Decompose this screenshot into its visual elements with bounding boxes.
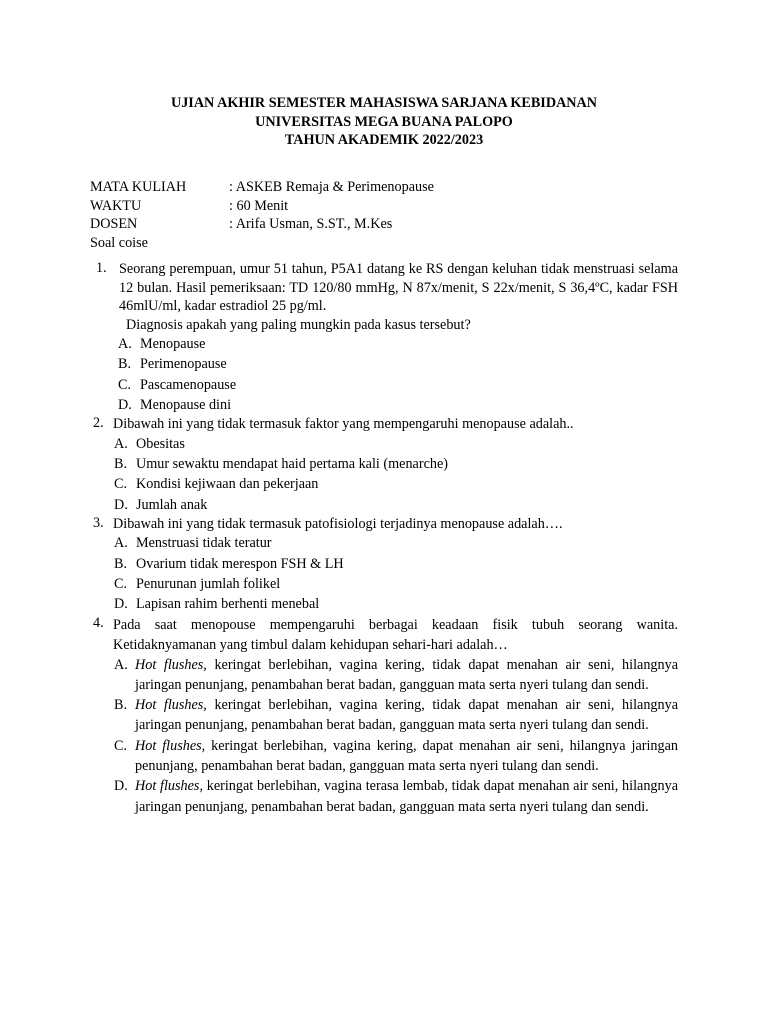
meta-row-time (90, 197, 434, 216)
option-a (90, 533, 678, 553)
question-4 (90, 615, 678, 817)
option-b (90, 354, 678, 374)
question-text: Dibawah ini yang tidak termasuk faktor yang mempengaruhi menopause adalah.. (113, 416, 574, 433)
question-prompt: Diagnosis apakah yang paling mungkin pada kasus tersebut? (126, 316, 471, 333)
option-d (90, 395, 678, 415)
option-letter: B. (114, 697, 128, 714)
option-letter: D. (114, 778, 128, 795)
option-d (90, 594, 678, 614)
option-text (135, 655, 678, 696)
question-text: Seorang perempuan, umur 51 tahun, P5A1 datang ke RS dengan keluhan tidak menstruasi selama 12 bulan. Hasil pemeriksaan: TD 120/80 mmHg, N 87x/menit, S 22x/menit, S 36,4ºC, kadar FSH 46mlU/ml, kadar estradiol 25 pg/ml. (119, 261, 678, 314)
meta-lecturer-key: DOSEN (90, 216, 138, 232)
option-text: Lapisan rahim berhenti menebal (136, 596, 320, 613)
section-label-text: Soal coise (90, 234, 148, 251)
option-letter: C. (114, 476, 128, 493)
option-text: Umur sewaktu mendapat haid pertama kali (menarche) (136, 455, 448, 472)
meta-row-course (90, 178, 434, 197)
option-body: keringat berlebihan, vagina kering, tidak dapat menahan air seni, hilangnya jaringan penunjang, penambahan berat badan, gangguan mata serta nyeri tulang dan sendi. (135, 697, 678, 734)
option-a (90, 434, 678, 454)
option-text: Menstruasi tidak teratur (136, 535, 272, 552)
meta-course-value: : ASKEB Remaja & Perimenopause (229, 179, 434, 195)
question-number: 1. (96, 260, 107, 276)
option-list (90, 334, 678, 415)
header-academic-year: TAHUN AKADEMIK 2022/2023 (284, 132, 484, 148)
option-body: keringat berlebihan, vagina kering, tidak dapat menahan air seni, hilangnya jaringan penunjang, penambahan berat badan, gangguan mata serta nyeri tulang dan sendi. (135, 656, 678, 693)
option-text: Kondisi kejiwaan dan pekerjaan (136, 476, 319, 493)
header-title: UJIAN AKHIR SEMESTER MAHASISWA SARJANA KEBIDANAN (170, 95, 598, 111)
question-list (90, 260, 678, 817)
option-list (90, 533, 678, 614)
option-italic-term: Hot flushes, (135, 697, 207, 714)
option-c (90, 375, 678, 395)
option-italic-term: Hot flushes, (135, 656, 207, 673)
option-text (135, 736, 678, 777)
question-number: 4. (93, 614, 104, 631)
option-letter: B. (118, 356, 132, 373)
option-c (90, 474, 678, 494)
option-c (90, 736, 678, 777)
option-letter: A. (114, 656, 128, 673)
question-3 (90, 515, 678, 615)
option-a (90, 334, 678, 354)
header-university: UNIVERSITAS MEGA BUANA PALOPO (255, 113, 513, 130)
question-text: Pada saat menopouse mempengaruhi berbagai keadaan fisik tubuh seorang wanita. Ketidaknyamanan yang timbul dalam kehidupan sehari-hari adalah… (113, 616, 678, 653)
option-letter: A. (118, 336, 132, 352)
option-text: Ovarium tidak merespon FSH & LH (136, 555, 344, 572)
option-list (90, 434, 678, 515)
meta-time-value: : 60 Menit (229, 197, 289, 214)
question-1 (90, 260, 678, 415)
meta-course-key: MATA KULIAH (90, 179, 187, 195)
exam-meta (90, 178, 434, 252)
option-letter: D. (114, 596, 128, 613)
option-a (90, 655, 678, 696)
option-list (90, 655, 678, 817)
option-letter: D. (114, 496, 128, 513)
option-text: Perimenopause (140, 356, 227, 373)
option-letter: D. (118, 396, 132, 413)
meta-lecturer-value: : Arifa Usman, S.ST., M.Kes (229, 216, 393, 232)
option-b (90, 695, 678, 736)
option-text (135, 776, 678, 817)
option-letter: C. (114, 575, 128, 592)
option-b (90, 554, 678, 574)
option-italic-term: Hot flushes, (135, 737, 206, 754)
option-letter: A. (114, 535, 128, 552)
option-text: Pascamenopause (140, 376, 237, 393)
meta-time-key: WAKTU (90, 197, 142, 214)
option-b (90, 454, 678, 474)
option-text: Menopause dini (140, 396, 232, 413)
exam-header (0, 94, 768, 150)
option-letter: C. (114, 737, 128, 754)
option-d (90, 776, 678, 817)
option-body: keringat berlebihan, vagina kering, dapat menahan air seni, hilangnya jaringan penunjang, penambahan berat badan, gangguan mata serta nyeri tulang dan sendi. (135, 737, 678, 775)
option-letter: C. (118, 376, 132, 393)
option-text: Penurunan jumlah folikel (136, 575, 281, 592)
question-number: 2. (93, 415, 104, 432)
option-letter: B. (114, 555, 128, 572)
option-text (135, 695, 678, 736)
question-2 (90, 415, 678, 515)
option-letter: B. (114, 455, 128, 472)
meta-row-lecturer (90, 215, 434, 234)
question-number: 3. (93, 514, 104, 531)
option-text: Obesitas (136, 435, 185, 452)
option-c (90, 574, 678, 594)
section-label (90, 234, 434, 253)
option-body: keringat berlebihan, vagina terasa lembab, tidak dapat menahan air seni, hilangnya jaringan penunjang, penambahan berat badan, gangguan mata serta nyeri tulang dan sendi. (135, 778, 678, 815)
question-text: Dibawah ini yang tidak termasuk patofisiologi terjadinya menopause adalah…. (113, 515, 563, 532)
option-d (90, 495, 678, 515)
option-letter: A. (114, 435, 128, 452)
option-text: Jumlah anak (136, 496, 208, 513)
option-text: Menopause (140, 336, 206, 352)
option-italic-term: Hot flushes, (135, 778, 203, 795)
